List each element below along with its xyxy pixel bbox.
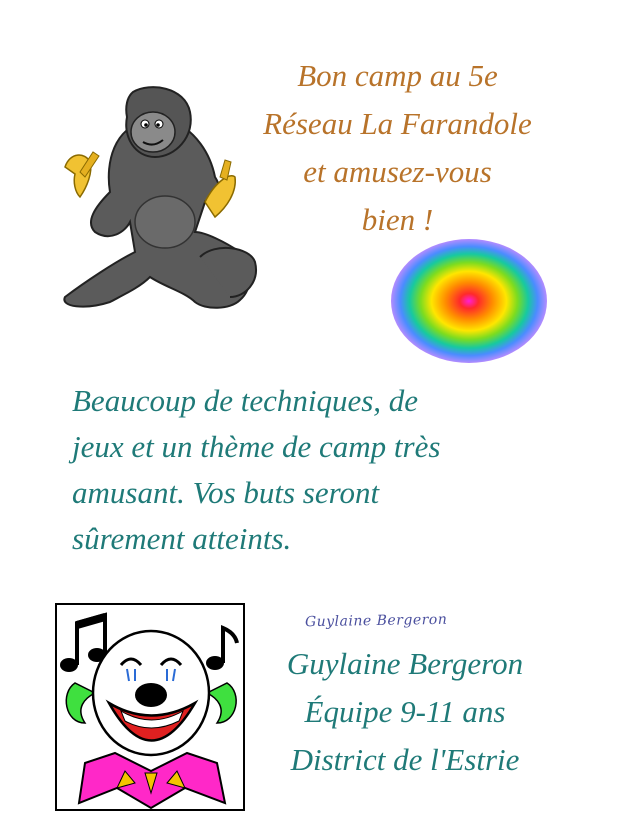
clown-illustration [55, 603, 247, 813]
signatory-name: Guylaine Bergeron [286, 646, 524, 681]
greeting-line: Bon camp au 5e [297, 58, 498, 93]
message-line: amusant. Vos buts seront [72, 475, 380, 510]
greeting-text [225, 52, 570, 244]
message-line: sûrement atteints. [72, 521, 292, 556]
message-line: Beaucoup de techniques, de [72, 383, 419, 418]
signatory-district: District de l'Estrie [290, 742, 520, 777]
signature-block [240, 640, 570, 784]
message-text [72, 378, 602, 562]
signatory-team: Équipe 9-11 ans [304, 694, 506, 729]
handwritten-signature: Guylaine Bergeron [304, 611, 448, 631]
greeting-line: bien ! [361, 202, 434, 237]
message-line: jeux et un thème de camp très [72, 429, 441, 464]
rainbow-gradient-ellipse [390, 238, 548, 364]
greeting-line: Réseau La Farandole [263, 106, 532, 141]
greeting-line: et amusez-vous [303, 154, 492, 189]
music-note-icon [206, 628, 237, 670]
